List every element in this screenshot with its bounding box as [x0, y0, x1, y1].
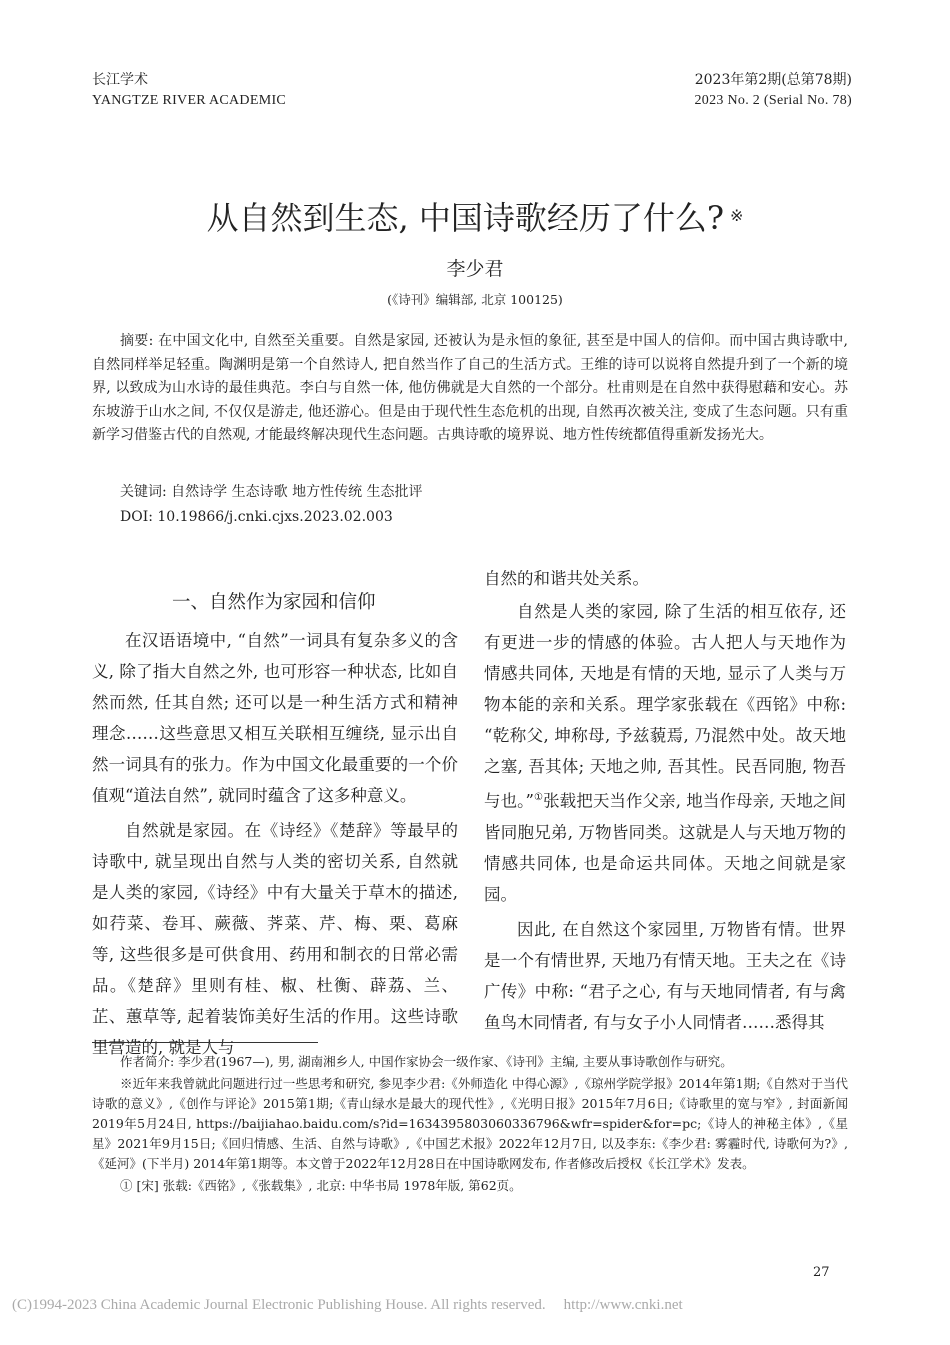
left-column	[92, 625, 458, 1063]
paragraph	[484, 596, 846, 910]
paragraph: 自然就是家园。在《诗经》《楚辞》等最早的诗歌中, 就呈现出自然与人类的密切关系, 自然就是人类的家园,《诗经》中有大量关于草木的描述, 如荇菜、卷耳、蕨薇、荠菜、芹、梅、栗、葛麻等, 这些很多是可供食用、药用和制衣的日常必需品。《楚辞》里则有桂、椒、杜衡、薜荔、兰、芷、蕙草等, 起着装饰美好生活的作用。这些诗歌里营造的, 就是人与	[92, 821, 458, 1057]
abstract	[92, 330, 848, 448]
paragraph: 在汉语语境中, “自然”一词具有复杂多义的含义, 除了指大自然之外, 也可形容一种状态, 比如自然而然, 任其自然; 还可以是一种生活方式和精神理念……这些意思又相互关联相互缠绕, 显示出自然一词具有的张力。作为中国文化最重要的一个价值观“道法自然”, 就同时蕴含了这多种意义。	[92, 631, 458, 805]
keywords: 关键词: 自然诗学 生态诗歌 地方性传统 生态批评	[120, 484, 423, 500]
abstract-text: 摘要: 在中国文化中, 自然至关重要。自然是家园, 还被认为是永恒的象征, 甚至是中国人的信仰。而中国古典诗歌中, 自然同样举足轻重。陶渊明是第一个自然诗人, 把自然当作了自己的生活方式。王维的诗可以说将自然提升到了一个新的境界, 以致成为山水诗的最佳典范。李白与自然一体, 他仿佛就是大自然的一个部分。杜甫则是在自然中获得慰藉和安心。苏东坡游于山水之间, 不仅仅是游走, 他还游心。但是由于现代性生态危机的出现, 自然再次被关注, 变成了生态问题。只有重新学习借鉴古代的自然观, 才能最终解决现代生态问题。古典诗歌的境界说、地方性传统都值得重新发扬光大。	[92, 333, 848, 443]
paragraph-text: 自然是人类的家园, 除了生活的相互依存, 还有更进一步的情感的体验。古人把人与天地作为情感共同体, 天地是有情的天地, 显示了人类与万物本能的亲和关系。理学家张载在《西铭》中称: “乾称父, 坤称母, 予兹藐焉, 乃混然中处。故天地之塞, 吾其体; 天地之帅, 吾其性。民吾同胞, 物吾与也。”	[484, 602, 846, 811]
issue-info-cn: 2023年第2期(总第78期)	[694, 72, 852, 88]
title-note-mark: ※	[730, 206, 744, 225]
journal-name-cn: 长江学术	[92, 72, 148, 88]
paragraph: 因此, 在自然这个家园里, 万物皆有情。世界是一个有情世界, 天地乃有情天地。王夫之在《诗广传》中称: “君子之心, 有与天地同情者, 有与禽鱼鸟木同情者, 有与女子小人同情者……悉得其	[484, 919, 846, 1032]
copyright-line	[0, 1297, 950, 1314]
footnotes	[92, 1052, 848, 1196]
cnki-link[interactable]: http://www.cnki.net	[563, 1297, 683, 1313]
paragraph: 自然的和谐共处关系。	[484, 569, 649, 588]
article-title: 从自然到生态, 中国诗歌经历了什么?	[206, 199, 725, 237]
journal-name-en: YANGTZE RIVER ACADEMIC	[92, 93, 287, 108]
paragraph-text: 张载把天当作父亲, 地当作母亲, 天地之间皆同胞兄弟, 万物皆同类。这就是人与天地万物的情感共同体, 也是命运共同体。天地之间就是家园。	[484, 791, 847, 904]
author-affiliation: (《诗刊》编辑部, 北京 100125)	[387, 292, 563, 307]
section-heading: 一、自然作为家园和信仰	[172, 592, 376, 613]
article-title-block	[0, 197, 950, 239]
page-number: 27	[813, 1265, 830, 1280]
footnote-1: ① [宋] 张载:《西铭》,《张载集》, 北京: 中华书局 1978年版, 第62页。	[120, 1178, 522, 1193]
copyright-text: (C)1994-2023 China Academic Journal Electronic Publishing House. All rights reserved.	[12, 1297, 546, 1313]
right-column	[484, 563, 846, 1038]
author-bio: 作者简介: 李少君(1967—), 男, 湖南湘乡人, 中国作家协会一级作家、《诗刊》主编, 主要从事诗歌创作与研究。	[120, 1054, 733, 1069]
author-name: 李少君	[446, 258, 504, 280]
footnote-rule	[92, 1042, 318, 1043]
footnote-star: ※近年来我曾就此问题进行过一些思考和研究, 参见李少君:《外师造化 中得心源》,《琼州学院学报》2014年第1期;《自然对于当代诗歌的意义》,《创作与评论》2015第1期;《青山绿水是最大的现代性》,《光明日报》2015年7月6日;《诗歌里的宽与窄》, 封面新闻 2019年5月24日, https://baijiahao.baidu.com/s?id=1634395803060336796&wfr=spider&for=pc;《诗人的神秘主体》,《星星》2021年9月15日;《回归情感、生活、自然与诗歌》,《中国艺术报》2022年12月7日, 以及李东:《李少君: 雾霾时代, 诗歌何为?》,《延河》(下半月) 2014年第1期等。本文曾于2022年12月28日在中国诗歌网发布, 作者修改后授权《长江学术》发表。	[92, 1076, 848, 1171]
footnote-ref[interactable]: ①	[533, 792, 544, 803]
doi: DOI: 10.19866/j.cnki.cjxs.2023.02.003	[120, 509, 393, 525]
issue-info-en: 2023 No. 2 (Serial No. 78)	[694, 93, 852, 108]
